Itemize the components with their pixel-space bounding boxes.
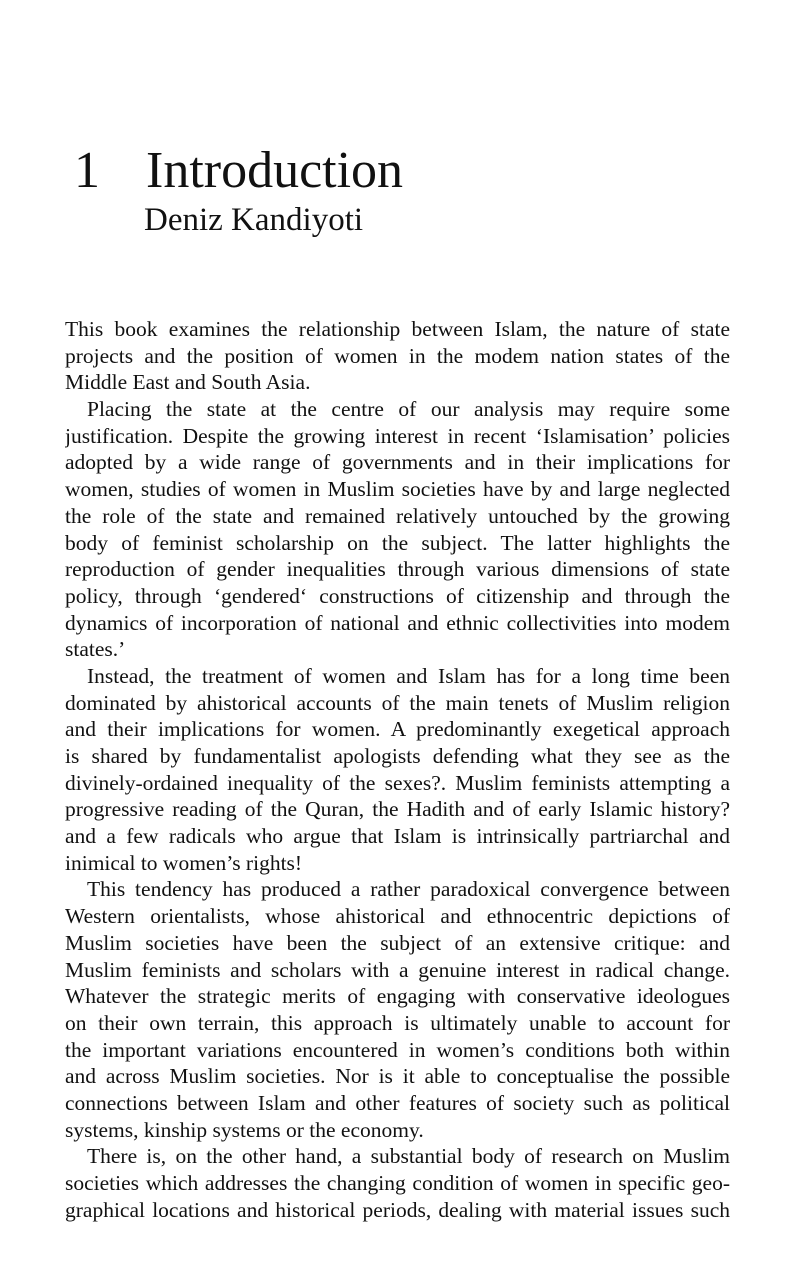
paragraph-3 — [65, 663, 730, 877]
paragraph-1 — [65, 316, 730, 396]
text-line: dominated by ahistorical accounts of the main tenets of Muslim religion — [65, 690, 730, 715]
text-line: Western orientalists, whose ahistorical and ethnocentric depictions of — [65, 904, 730, 929]
text-line: connections between Islam and other features of society such as political — [65, 1090, 730, 1115]
text-line: adopted by a wide range of governments and in their implications for — [65, 450, 730, 475]
text-line: Placing the state at the centre of our analysis may require some — [87, 397, 730, 422]
text-line: and a few radicals who argue that Islam is intrinsically partriarchal and — [65, 824, 730, 849]
text-line: the important variations encountered in women’s conditions both within — [65, 1037, 730, 1062]
text-line: is shared by fundamentalist apologists defending what they see as the — [65, 744, 730, 768]
text-line: Muslim feminists and scholars with a genuine interest in radical change. — [65, 957, 730, 982]
text-line: This tendency has produced a rather paradoxical convergence between — [87, 877, 730, 902]
text-line: societies which addresses the changing condition of women in specific geo- — [65, 1171, 730, 1195]
text-line: graphical locations and historical periods, dealing with material issues such — [65, 1197, 730, 1222]
text-line: projects and the position of women in the modem nation states of the — [65, 343, 730, 368]
text-line: dynamics of incorporation of national and ethnic collectivities into modem — [65, 610, 730, 635]
text-line: Middle East and South Asia. — [65, 370, 311, 395]
text-line: women, studies of women in Muslim societies have by and large neglected — [65, 477, 730, 502]
paragraph-4 — [65, 876, 730, 1143]
text-line: systems, kinship systems or the economy. — [65, 1117, 424, 1142]
paragraph-5 — [65, 1143, 730, 1223]
text-line: inimical to women’s rights! — [65, 850, 303, 875]
text-line: on their own terrain, this approach is ultimately unable to account for — [65, 1010, 730, 1035]
text-line: and across Muslim societies. Nor is it able to conceptualise the possible — [65, 1064, 730, 1089]
paragraph-2 — [65, 396, 730, 663]
body-text — [65, 316, 730, 1223]
text-line: divinely-ordained inequality of the sexes?. Muslim feminists attempting a — [65, 770, 730, 795]
text-line: Whatever the strategic merits of engaging with conservative ideologues — [65, 984, 730, 1009]
text-line: the role of the state and remained relatively untouched by the growing — [65, 503, 730, 528]
text-line: body of feminist scholarship on the subject. The latter highlights the — [65, 530, 730, 555]
chapter-title: Introduction — [146, 142, 404, 199]
text-line: This book examines the relationship between Islam, the nature of state — [65, 317, 730, 341]
text-line: and their implications for women. A predominantly exegetical approach — [65, 717, 730, 742]
chapter-number: 1 — [74, 142, 100, 199]
text-line: Instead, the treatment of women and Islam has for a long time been — [87, 663, 730, 688]
text-line: justification. Despite the growing interest in recent ‘Islamisation’ policies — [65, 423, 730, 448]
text-line: reproduction of gender inequalities through various dimensions of state — [65, 557, 730, 582]
chapter-author: Deniz Kandiyoti — [144, 202, 364, 238]
text-line: There is, on the other hand, a substantial body of research on Muslim — [87, 1144, 730, 1169]
text-line: policy, through ‘gendered‘ constructions of citizenship and through the — [65, 583, 730, 608]
text-line: states.’ — [65, 637, 126, 662]
text-line: Muslim societies have been the subject of an extensive critique: and — [65, 930, 730, 955]
text-line: progressive reading of the Quran, the Hadith and of early Islamic history? — [65, 797, 730, 822]
